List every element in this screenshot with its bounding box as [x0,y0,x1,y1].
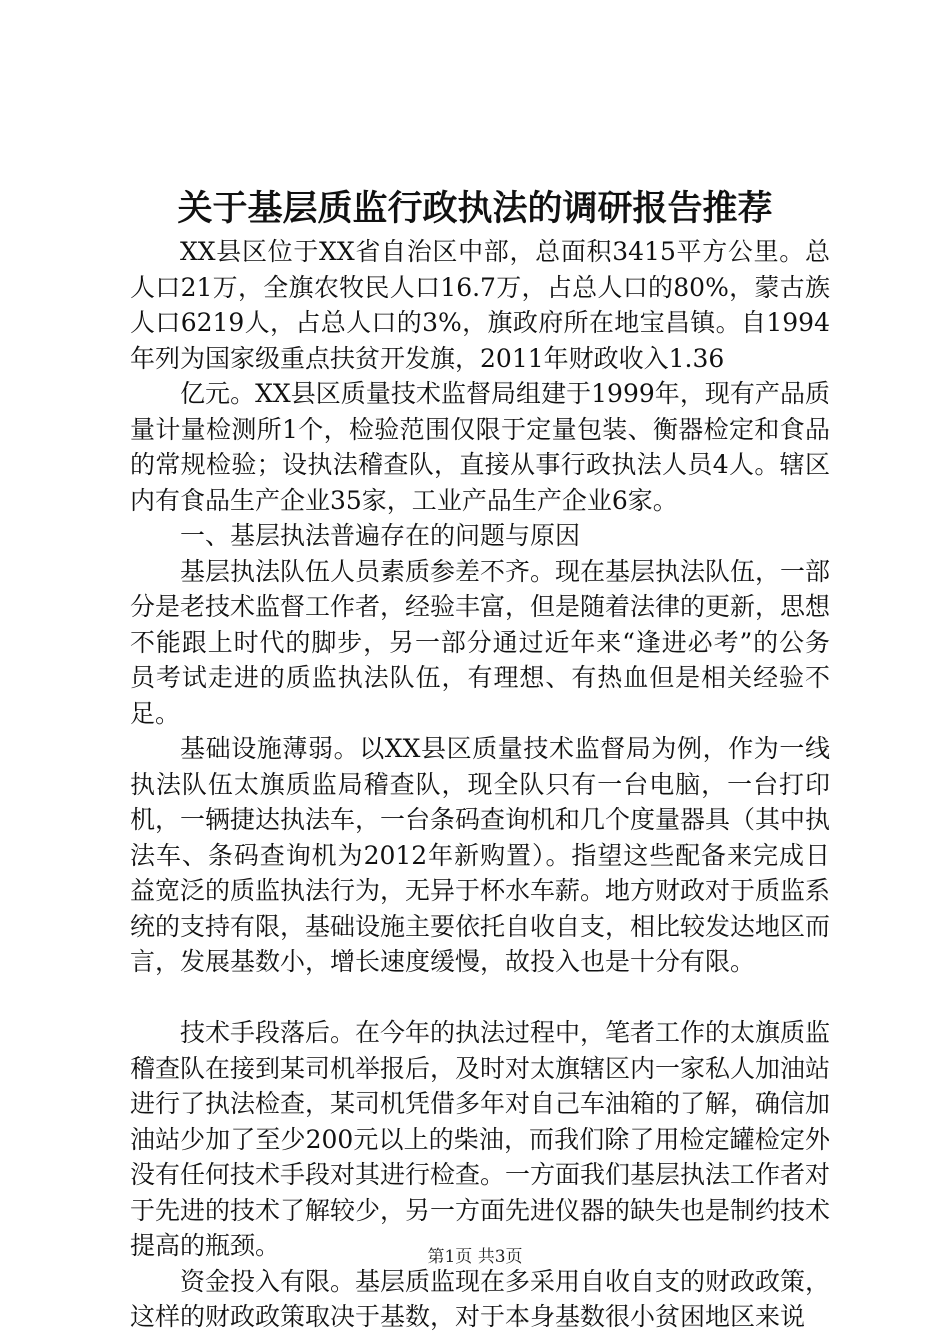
paragraph-overview: XX县区位于XX省自治区中部，总面积3415平方公里。总人口21万，全旗农牧民人口16.7万，占总人口的80%，蒙古族人口6219人，占总人口的3%，旗政府所在地宝昌镇。自1994年列为国家级重点扶贫开发旗，2011年财政收入1.36 [130,237,830,373]
blank-line [130,980,830,1016]
paragraph-infrastructure: 基础设施薄弱。以XX县区质量技术监督局为例，作为一线执法队伍太旗质监局稽查队，现全队只有一台电脑，一台打印机，一辆捷达执法车，一台条码查询机和几个度量器具（其中执法车、条码查询机为2012年新购置）。指望这些配备来完成日益宽泛的质监执法行为，无异于杯水车薪。地方财政对于质监系统的支持有限，基础设施主要依托自收自支，相比较发达地区而言，发展基数小，增长速度缓慢，故投入也是十分有限。 [130,734,831,976]
paragraph-funding: 资金投入有限。基层质监现在多采用自收自支的财政政策，这样的财政政策取决于基数，对于本身基数很小贫困地区来说 [130,1266,831,1331]
page-footer: 第1页 共3页 [427,1247,523,1267]
paragraph-bureau-info: 亿元。XX县区质量技术监督局组建于1999年，现有产品质量计量检测所1个，检验范围仅限于定量包装、衡器检定和食品的常规检验；设执法稽查队，直接从事行政执法人员4人。辖区内有食品生产企业35家，工业产品生产企业6家。 [130,379,830,515]
paragraph-technology: 技术手段落后。在今年的执法过程中，笔者工作的太旗质监稽查队在接到某司机举报后，及时对太旗辖区内一家私人加油站进行了执法检查，某司机凭借多年对自己车油箱的了解，确信加油站少加了至少200元以上的柴油，而我们除了用检定罐检定外没有任何技术手段对其进行检查。一方面我们基层执法工作者对于先进的技术了解较少，另一方面先进仪器的缺失也是制约技术提高的瓶颈。 [130,1018,831,1260]
document-body [130,234,830,1335]
paragraph-staff-quality: 基层执法队伍人员素质参差不齐。现在基层执法队伍，一部分是老技术监督工作者，经验丰富，但是随着法律的更新，思想不能跟上时代的脚步，另一部分通过近年来“逢进必考”的公务员考试走进的质监执法队伍，有理想、有热血但是相关经验不足。 [130,556,831,728]
document-title: 关于基层质监行政执法的调研报告推荐 [177,188,773,229]
section-heading-problems: 一、基层执法普遍存在的问题与原因 [180,521,581,550]
